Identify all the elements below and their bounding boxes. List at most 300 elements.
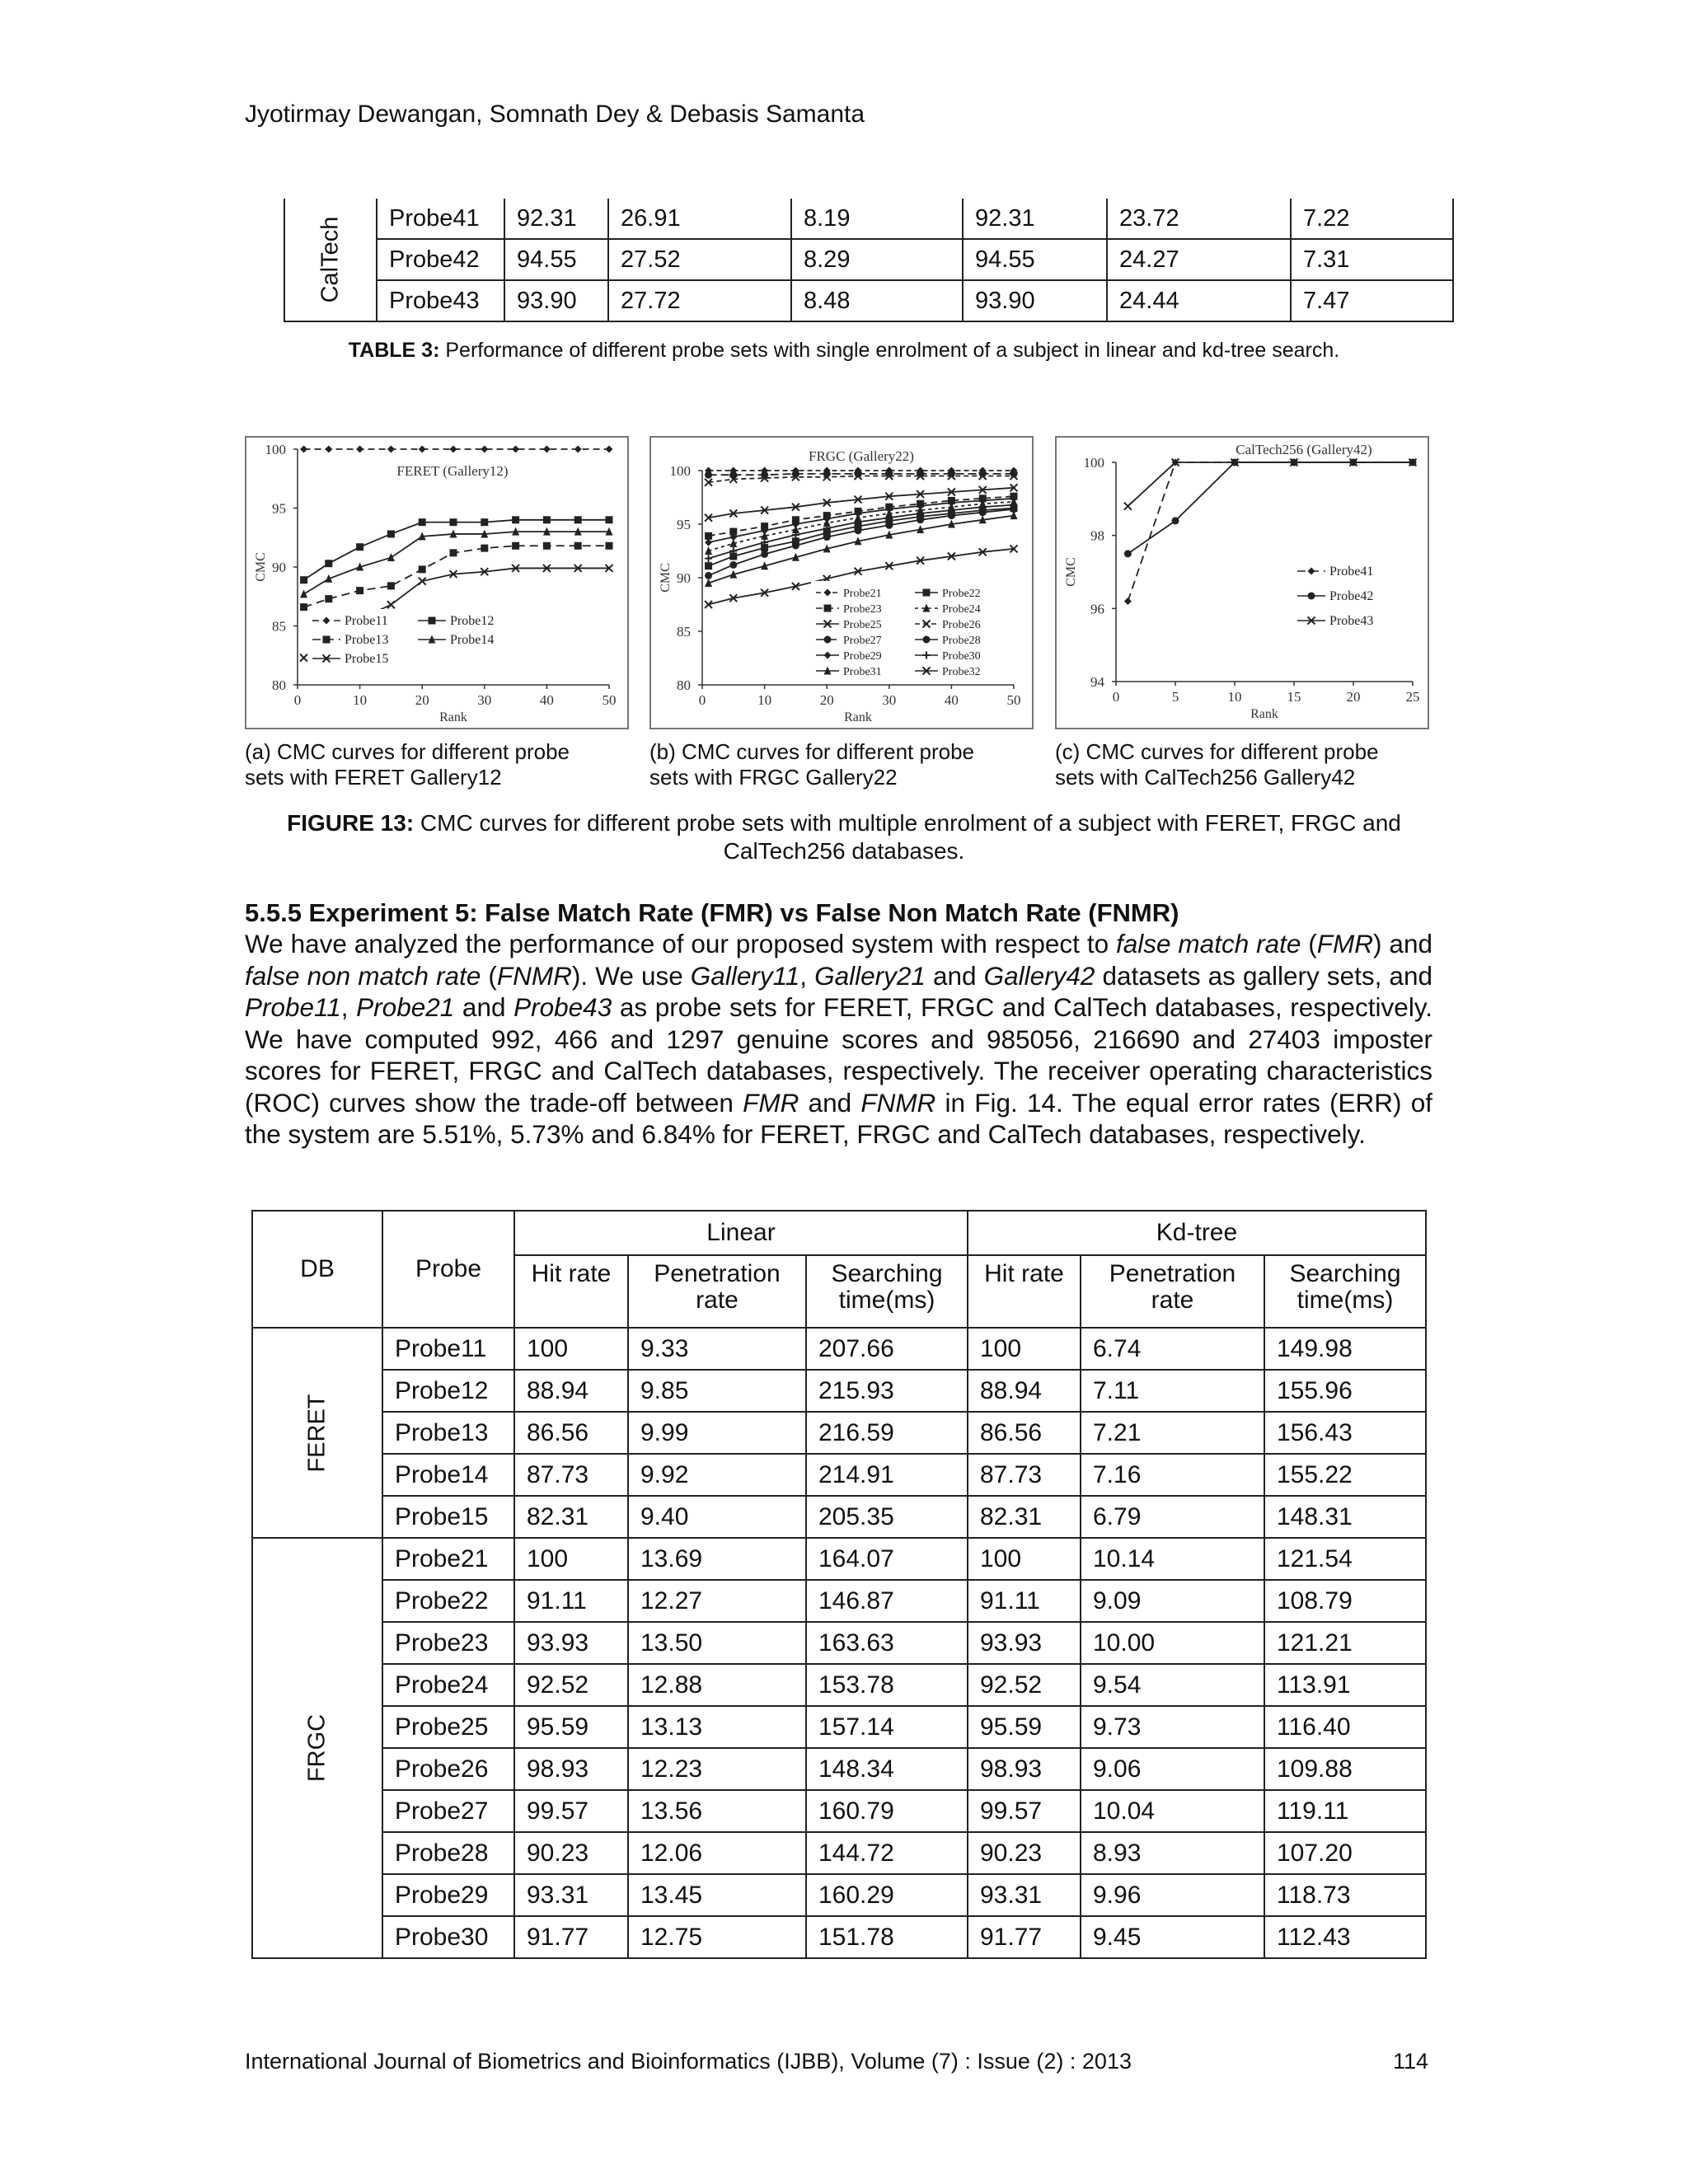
- table-cell: Probe22: [382, 1580, 514, 1622]
- table-cell: 9.54: [1081, 1664, 1264, 1706]
- table-cell: 100: [968, 1538, 1081, 1580]
- x-tick-label: 40: [944, 692, 959, 708]
- table-cell: Probe27: [382, 1790, 514, 1832]
- data-point-probe27: [729, 471, 737, 479]
- table-cell: 13.45: [628, 1874, 806, 1916]
- legend-label: Probe21: [843, 588, 882, 600]
- legend-label: Probe25: [843, 619, 882, 631]
- data-point-probe11: [356, 446, 363, 453]
- data-point-probe13: [481, 545, 488, 552]
- italic-term: Probe11: [245, 992, 341, 1022]
- table-cell: 8.19: [791, 199, 963, 239]
- x-tick-label: 0: [293, 692, 302, 708]
- data-point-probe14: [387, 553, 395, 561]
- legend-label: Probe12: [450, 614, 495, 628]
- text-run: ,: [340, 992, 357, 1022]
- data-point-probe29: [705, 539, 712, 546]
- table-cell: 7.22: [1291, 199, 1453, 239]
- legend-label: Probe23: [843, 603, 882, 616]
- table-cell: 27.52: [608, 239, 791, 280]
- data-point-probe27: [948, 470, 955, 477]
- running-header-authors: Jyotirmay Dewangan, Somnath Dey & Debasis Samanta: [245, 101, 865, 128]
- data-point-probe12: [606, 516, 613, 523]
- x-tick-label: 30: [882, 692, 897, 708]
- table-row: [252, 1748, 1426, 1790]
- y-tick-label: 85: [272, 618, 286, 635]
- table-cell: 149.98: [1264, 1328, 1426, 1370]
- x-tick-label: 5: [1171, 689, 1179, 705]
- italic-term: FNMR: [496, 960, 572, 991]
- text-run: and: [799, 1087, 861, 1118]
- data-point-probe27: [761, 471, 768, 479]
- y-tick-label: 90: [677, 570, 691, 586]
- text-run: in Fig. 14. The equal error rates (ERR) of the system are 5.51%, 5.73% and 6.84% for FERET, FRGC and CalTech databases, respectively.: [245, 1087, 1432, 1149]
- table-cell: 9.06: [1081, 1748, 1264, 1790]
- y-axis-label: CMC: [659, 563, 673, 593]
- table-cell: 9.92: [628, 1454, 806, 1496]
- table-cell: 163.63: [806, 1622, 968, 1664]
- y-tick-label: 95: [677, 517, 691, 532]
- table-cell: Probe14: [382, 1454, 514, 1496]
- header-linear: Linear: [514, 1211, 968, 1255]
- table-cell: 82.31: [514, 1496, 628, 1538]
- table-cell: 8.29: [791, 239, 963, 280]
- data-point-probe13: [606, 542, 613, 550]
- legend-marker: [923, 589, 931, 597]
- data-point-probe15: [300, 654, 307, 662]
- table-row: [284, 280, 1453, 321]
- text-run: and: [925, 960, 984, 991]
- legend-label: Probe14: [450, 633, 495, 647]
- italic-term: FMR: [1316, 929, 1374, 958]
- table-cell: 118.73: [1264, 1874, 1426, 1916]
- footer-page-number: 114: [1393, 2049, 1429, 2074]
- table-row: [252, 1790, 1426, 1832]
- header-text: Penetration: [1109, 1260, 1236, 1287]
- table-cell: 93.31: [514, 1874, 628, 1916]
- table-cell: 92.31: [963, 199, 1107, 239]
- x-tick-label: 0: [1112, 689, 1120, 705]
- legend-label: Probe42: [1329, 589, 1374, 603]
- data-point-probe11: [387, 446, 395, 453]
- data-point-probe27: [705, 471, 712, 479]
- x-tick-label: 30: [477, 692, 492, 708]
- legend-marker: [429, 617, 436, 625]
- table-cell: 12.27: [628, 1580, 806, 1622]
- data-point-probe13: [356, 587, 363, 594]
- data-point-probe42: [1172, 517, 1179, 524]
- text-run: ). We use: [571, 960, 691, 991]
- table-row: [252, 1496, 1426, 1538]
- header-kdtree: Kd-tree: [968, 1211, 1426, 1255]
- header-text: Searching: [831, 1260, 943, 1287]
- italic-term: false match rate: [1116, 929, 1301, 958]
- series-line-probe28: [709, 509, 1014, 576]
- legend-marker: [824, 605, 832, 612]
- table-cell: 95.59: [514, 1706, 628, 1748]
- table-cell: 121.54: [1264, 1538, 1426, 1580]
- frgc-cmc-chart: [651, 438, 1032, 728]
- header-text: Searching: [1289, 1260, 1401, 1287]
- table-cell: Probe13: [382, 1412, 514, 1454]
- table3-caption: [0, 339, 1688, 363]
- table-cell: 144.72: [806, 1832, 968, 1874]
- table-cell: 92.52: [968, 1664, 1081, 1706]
- header-text: rate: [1151, 1286, 1194, 1314]
- header-linear-searching: [806, 1255, 968, 1328]
- data-point-probe11: [543, 446, 551, 453]
- x-tick-label: 20: [1346, 689, 1361, 705]
- x-axis-label: Rank: [1250, 707, 1278, 721]
- data-point-probe28: [855, 527, 862, 534]
- db-group-label: FERET: [303, 1393, 331, 1473]
- figure13-panel-a: [245, 436, 629, 729]
- table-cell: 9.45: [1081, 1916, 1264, 1958]
- section-body-paragraph: [245, 928, 1432, 1151]
- italic-term: Probe21: [356, 992, 455, 1022]
- section-heading: 5.5.5 Experiment 5: False Match Rate (FMR) vs False Non Match Rate (FNMR): [245, 898, 1179, 927]
- table-cell: 148.31: [1264, 1496, 1426, 1538]
- table-cell: 91.11: [514, 1580, 628, 1622]
- x-tick-label: 40: [539, 692, 554, 708]
- data-point-probe12: [325, 560, 332, 567]
- data-point-probe12: [481, 518, 488, 526]
- chart-title: FERET (Gallery12): [396, 463, 509, 479]
- header-text: time(ms): [838, 1286, 935, 1314]
- db-label-cell: [284, 199, 377, 321]
- db-group-cell: [252, 1538, 382, 1958]
- data-point-probe11: [450, 446, 457, 453]
- table4: [251, 1210, 1427, 1959]
- table-cell: Probe26: [382, 1748, 514, 1790]
- x-tick-label: 10: [1227, 689, 1242, 705]
- y-axis-label: CMC: [254, 552, 268, 582]
- table-cell: 10.14: [1081, 1538, 1264, 1580]
- header-text: Penetration: [654, 1260, 781, 1287]
- data-point-probe27: [823, 470, 831, 477]
- table-cell: 6.79: [1081, 1496, 1264, 1538]
- figure13-panel-c: [1055, 436, 1429, 729]
- table-cell: 99.57: [968, 1790, 1081, 1832]
- y-tick-label: 90: [272, 560, 286, 575]
- table-cell: 157.14: [806, 1706, 968, 1748]
- table-cell: 216.59: [806, 1412, 968, 1454]
- italic-term: Probe43: [513, 992, 612, 1022]
- x-tick-label: 10: [757, 692, 772, 708]
- table-cell: 90.23: [968, 1832, 1081, 1874]
- table-cell: 93.93: [968, 1622, 1081, 1664]
- x-tick-label: 20: [415, 692, 429, 708]
- table-cell: 13.13: [628, 1706, 806, 1748]
- table-cell: 12.06: [628, 1832, 806, 1874]
- header-probe: Probe: [382, 1211, 514, 1328]
- italic-term: Gallery11: [690, 960, 800, 991]
- table-cell: 6.74: [1081, 1328, 1264, 1370]
- legend-label: Probe32: [942, 666, 981, 678]
- table-cell: 109.88: [1264, 1748, 1426, 1790]
- table-cell: 86.56: [514, 1412, 628, 1454]
- table-cell: 94.55: [504, 239, 608, 280]
- table-cell: Probe15: [382, 1496, 514, 1538]
- data-point-probe13: [543, 542, 551, 550]
- legend-marker: [1308, 593, 1315, 600]
- table-cell: 107.20: [1264, 1832, 1426, 1874]
- table-row: [252, 1706, 1426, 1748]
- series-line-probe43: [1128, 462, 1413, 506]
- table-cell: 10.04: [1081, 1790, 1264, 1832]
- data-point-probe13: [450, 549, 457, 556]
- table-cell: 95.59: [968, 1706, 1081, 1748]
- data-point-probe13: [574, 542, 582, 550]
- table-cell: 151.78: [806, 1916, 968, 1958]
- table-cell: 8.93: [1081, 1832, 1264, 1874]
- table-row: [252, 1664, 1426, 1706]
- table-cell: Probe29: [382, 1874, 514, 1916]
- table-cell: 9.85: [628, 1370, 806, 1412]
- table-cell: 9.40: [628, 1496, 806, 1538]
- table-cell: 7.11: [1081, 1370, 1264, 1412]
- legend-label: Probe31: [843, 666, 882, 678]
- table-cell: 160.29: [806, 1874, 968, 1916]
- y-tick-label: 96: [1090, 601, 1104, 617]
- data-point-probe30: [705, 555, 712, 562]
- table-cell: 156.43: [1264, 1412, 1426, 1454]
- y-tick-label: 85: [677, 624, 691, 640]
- y-tick-label: 100: [1083, 455, 1104, 471]
- header-db: DB: [252, 1211, 382, 1328]
- data-point-probe27: [917, 470, 924, 477]
- data-point-probe43: [1124, 503, 1132, 510]
- figure13-caption-label: FIGURE 13:: [287, 810, 415, 836]
- table-cell: 98.93: [968, 1748, 1081, 1790]
- table-cell: 146.87: [806, 1580, 968, 1622]
- x-tick-label: 10: [353, 692, 368, 708]
- legend-label: Probe28: [942, 635, 981, 647]
- data-point-probe41: [1124, 598, 1132, 605]
- table-cell: 12.88: [628, 1664, 806, 1706]
- y-tick-label: 98: [1090, 527, 1104, 544]
- table-cell: 160.79: [806, 1790, 968, 1832]
- text-run: and: [454, 992, 514, 1022]
- table-cell: 93.90: [963, 280, 1107, 321]
- data-point-probe28: [917, 516, 924, 523]
- table-cell: 116.40: [1264, 1706, 1426, 1748]
- data-point-probe23: [705, 532, 712, 540]
- table-cell: 12.23: [628, 1748, 806, 1790]
- table-row: [252, 1538, 1426, 1580]
- data-point-probe11: [481, 446, 488, 453]
- data-point-probe28: [761, 551, 768, 558]
- italic-term: FNMR: [860, 1087, 936, 1118]
- text-run: (: [1301, 929, 1317, 958]
- table-cell: 26.91: [608, 199, 791, 239]
- table-cell: Probe43: [377, 280, 504, 321]
- data-point-probe15: [387, 601, 395, 608]
- data-point-probe12: [356, 543, 363, 551]
- table-cell: 112.43: [1264, 1916, 1426, 1958]
- table-cell: Probe21: [382, 1538, 514, 1580]
- table-cell: 100: [968, 1328, 1081, 1370]
- data-point-probe14: [300, 589, 307, 598]
- table-cell: 7.31: [1291, 239, 1453, 280]
- table-cell: 215.93: [806, 1370, 968, 1412]
- text-run: ,: [799, 960, 815, 991]
- table-cell: 9.96: [1081, 1874, 1264, 1916]
- text-run: as probe sets for FERET, FRGC and CalTech databases, respectively. We have computed 992, 466 and 1297 genuine scores and 985056, 216690 and 27403 imposter scores for FERET, FRGC and CalTech databases, respectively. The receiver operating characteristics (ROC) curves show the trade-off between: [245, 992, 1432, 1118]
- text-run: datasets as gallery sets, and: [1095, 960, 1432, 991]
- data-point-probe22: [705, 562, 712, 569]
- series-line-probe14: [304, 532, 609, 594]
- table-cell: 98.93: [514, 1748, 628, 1790]
- legend-label: Probe26: [942, 619, 981, 631]
- table-cell: 13.50: [628, 1622, 806, 1664]
- chart-title: FRGC (Gallery22): [809, 448, 914, 464]
- data-point-probe31: [1010, 511, 1018, 519]
- table-cell: 205.35: [806, 1496, 968, 1538]
- table-cell: 88.94: [514, 1370, 628, 1412]
- figure13-subcaption-b: (b) CMC curves for different probe sets with FRGC Gallery22: [649, 739, 974, 790]
- data-point-probe27: [979, 470, 987, 477]
- table-row: [284, 199, 1453, 239]
- text-run: ) and: [1373, 929, 1432, 958]
- text-run: We have analyzed the performance of our proposed system with respect to: [245, 929, 1116, 958]
- legend-label: Probe13: [345, 633, 389, 647]
- data-point-probe27: [1010, 470, 1018, 477]
- table-cell: 24.44: [1107, 280, 1291, 321]
- x-axis-label: Rank: [844, 710, 872, 724]
- table-cell: 9.73: [1081, 1706, 1264, 1748]
- legend-label: Probe24: [942, 603, 981, 616]
- italic-term: false non match rate: [245, 960, 481, 991]
- table-cell: 93.93: [514, 1622, 628, 1664]
- data-point-probe13: [300, 603, 307, 611]
- figure13-caption: [0, 809, 1688, 865]
- table-row: [252, 1328, 1426, 1370]
- y-axis-label: CMC: [1064, 557, 1078, 587]
- header-text: rate: [696, 1286, 738, 1314]
- legend-label: Probe27: [843, 635, 882, 647]
- data-point-probe27: [792, 470, 799, 477]
- y-tick-label: 95: [272, 500, 286, 517]
- footer-journal: International Journal of Biometrics and Bioinformatics (IJBB), Volume (7) : Issue (2) : 2013: [245, 2049, 1132, 2074]
- table-cell: 214.91: [806, 1454, 968, 1496]
- table-cell: 91.11: [968, 1580, 1081, 1622]
- table-cell: Probe41: [377, 199, 504, 239]
- legend-marker: [923, 636, 931, 644]
- y-tick-label: 80: [272, 677, 286, 693]
- table-cell: 90.23: [514, 1832, 628, 1874]
- table-row: [252, 1832, 1426, 1874]
- table-cell: 88.94: [968, 1370, 1081, 1412]
- table-cell: Probe12: [382, 1370, 514, 1412]
- table3-caption-text: Performance of different probe sets with single enrolment of a subject in linear and kd-tree search.: [439, 339, 1340, 362]
- y-tick-label: 94: [1090, 674, 1104, 690]
- figure13-caption-text: CMC curves for different probe sets with multiple enrolment of a subject with FERET, FRGC and CalTech256 databases.: [414, 810, 1401, 864]
- data-point-probe13: [325, 595, 332, 602]
- data-point-probe28: [729, 561, 737, 569]
- x-tick-label: 20: [819, 692, 834, 708]
- data-point-probe28: [705, 572, 712, 579]
- table-cell: Probe24: [382, 1664, 514, 1706]
- legend-label: Probe15: [345, 652, 389, 666]
- figure13-panel-b: [649, 436, 1034, 729]
- data-point-probe12: [574, 516, 582, 523]
- feret-cmc-chart: [246, 438, 627, 728]
- table-cell: 13.56: [628, 1790, 806, 1832]
- table-cell: 93.90: [504, 280, 608, 321]
- table-cell: 91.77: [968, 1916, 1081, 1958]
- header-linear-hit-rate: Hit rate: [514, 1255, 628, 1328]
- legend-background: [811, 581, 1012, 682]
- table-cell: 24.27: [1107, 239, 1291, 280]
- table-cell: 87.73: [514, 1454, 628, 1496]
- table-cell: 207.66: [806, 1328, 968, 1370]
- table-cell: 153.78: [806, 1664, 968, 1706]
- italic-term: Gallery21: [814, 960, 926, 991]
- legend-marker: [824, 636, 832, 644]
- y-tick-label: 100: [669, 463, 691, 479]
- table-cell: 9.99: [628, 1412, 806, 1454]
- table-cell: 100: [514, 1328, 628, 1370]
- table-cell: 82.31: [968, 1496, 1081, 1538]
- table-cell: 121.21: [1264, 1622, 1426, 1664]
- legend-marker: [323, 636, 331, 644]
- table-cell: 8.48: [791, 280, 963, 321]
- data-point-probe12: [300, 576, 307, 583]
- data-point-probe11: [512, 446, 519, 453]
- table-cell: 119.11: [1264, 1790, 1426, 1832]
- data-point-probe12: [512, 516, 519, 523]
- data-point-probe13: [387, 582, 395, 589]
- caltech-cmc-chart: [1057, 438, 1428, 728]
- table-cell: 12.75: [628, 1916, 806, 1958]
- db-group-label: FRGC: [303, 1713, 331, 1783]
- x-axis-label: Rank: [439, 710, 467, 724]
- figure13-subcaption-a: (a) CMC curves for different probe sets with FERET Gallery12: [245, 739, 570, 790]
- table-cell: 7.21: [1081, 1412, 1264, 1454]
- table-row: [252, 1580, 1426, 1622]
- y-tick-label: 100: [265, 442, 286, 457]
- table3-continuation: [284, 199, 1454, 322]
- legend-label: Probe30: [942, 650, 981, 663]
- data-point-probe12: [387, 530, 395, 537]
- data-point-probe13: [419, 565, 426, 573]
- table-cell: 155.22: [1264, 1454, 1426, 1496]
- x-tick-label: 25: [1405, 689, 1420, 705]
- table-row: [252, 1622, 1426, 1664]
- legend-label: Probe41: [1329, 565, 1374, 579]
- table-cell: 91.77: [514, 1916, 628, 1958]
- x-tick-label: 50: [602, 692, 617, 708]
- table-cell: 113.91: [1264, 1664, 1426, 1706]
- table-cell: 7.47: [1291, 280, 1453, 321]
- legend-label: Probe22: [942, 588, 981, 600]
- db-group-cell: [252, 1328, 382, 1538]
- table-cell: 9.09: [1081, 1580, 1264, 1622]
- header-linear-penetration: [628, 1255, 806, 1328]
- table-cell: 86.56: [968, 1412, 1081, 1454]
- table-row: [252, 1454, 1426, 1496]
- header-text: time(ms): [1296, 1286, 1394, 1314]
- y-tick-label: 80: [677, 677, 691, 693]
- table-cell: Probe25: [382, 1706, 514, 1748]
- table-cell: 9.33: [628, 1328, 806, 1370]
- x-tick-label: 0: [698, 692, 706, 708]
- table-row: [252, 1370, 1426, 1412]
- data-point-probe12: [419, 518, 426, 526]
- data-point-probe12: [543, 516, 551, 523]
- table-cell: 94.55: [963, 239, 1107, 280]
